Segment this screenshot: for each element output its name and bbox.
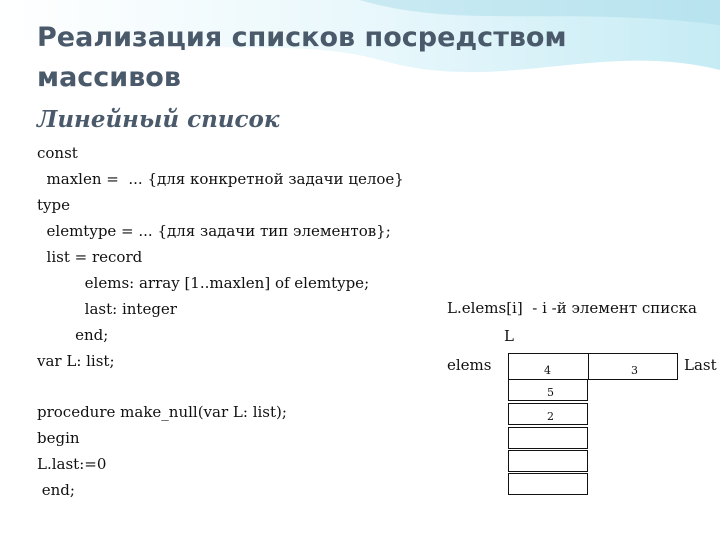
code-line: elemtype = ... {для задачи тип элементов}; bbox=[37, 222, 391, 240]
code-line: const bbox=[37, 144, 78, 162]
list-record-box bbox=[508, 353, 678, 380]
record-divider bbox=[588, 353, 589, 380]
list-label: L bbox=[504, 327, 514, 345]
code-line: begin bbox=[37, 429, 80, 447]
cell-value: 5 bbox=[547, 386, 554, 399]
code-line: maxlen = ... {для конкретной задачи целое} bbox=[37, 170, 404, 188]
slide-subtitle: Линейный список bbox=[37, 106, 280, 133]
array-cell bbox=[508, 473, 588, 495]
slide-title: Реализация списков посредством массивов bbox=[37, 22, 567, 93]
diagram-caption: L.elems[i] - i -й элемент списка bbox=[447, 299, 698, 317]
last-label: Last bbox=[684, 356, 717, 374]
cell-value: 2 bbox=[547, 410, 554, 423]
code-line: var L: list; bbox=[37, 352, 115, 370]
code-line: L.last:=0 bbox=[37, 455, 107, 473]
code-line: list = record bbox=[37, 248, 143, 266]
code-line: end; bbox=[37, 481, 75, 499]
code-line: end; bbox=[37, 326, 109, 344]
code-line: last: integer bbox=[37, 300, 177, 318]
last-value: 3 bbox=[631, 364, 638, 377]
array-cell bbox=[508, 427, 588, 449]
code-line: elems: array [1..maxlen] of elemtype; bbox=[37, 274, 370, 292]
array-cell bbox=[508, 450, 588, 472]
elems-label: elems bbox=[447, 356, 492, 374]
code-line: type bbox=[37, 196, 70, 214]
cell-value: 4 bbox=[544, 364, 551, 377]
code-line: procedure make_null(var L: list); bbox=[37, 403, 287, 421]
